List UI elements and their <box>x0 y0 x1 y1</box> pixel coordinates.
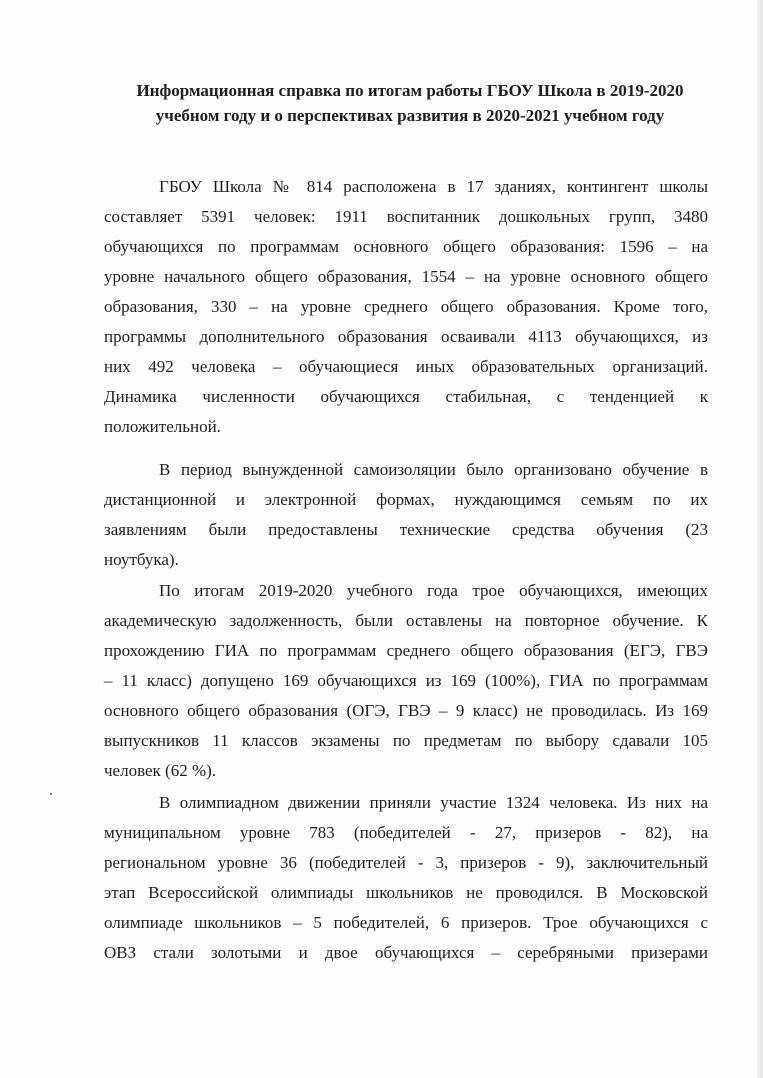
paragraph-line: прохождению ГИА по программам среднего общего образования (ЕГЭ, ГВЭ <box>104 641 708 660</box>
paragraph-line: олимпиаде школьников – 5 победителей, 6 призеров. Трое обучающихся с <box>104 913 708 932</box>
paragraph-line: человек (62 %). <box>104 761 217 780</box>
paragraph-line: этап Всероссийской олимпиады школьников не проводился. В Московской <box>104 883 708 902</box>
page-edge-shadow <box>757 0 763 1078</box>
paragraph-line: дистанционной и электронной формах, нуждающимся семьям по их <box>104 490 708 509</box>
paragraph-line: положительной. <box>104 417 221 436</box>
paragraph-line: муниципальном уровне 783 (победителей - 27, призеров - 82), на <box>104 823 708 842</box>
paragraph-line: ГБОУ Школа № 814 расположена в 17 зданиях, контингент школы <box>159 177 708 196</box>
document-title <box>100 78 720 128</box>
paragraph-line: региональном уровне 36 (победителей - 3, призеров - 9), заключительный <box>104 853 708 872</box>
paragraph-contingent <box>104 172 708 442</box>
scan-dust-speck <box>50 793 52 795</box>
paragraph-line: основного общего образования (ОГЭ, ГВЭ – 9 класс) не проводилась. Из 169 <box>104 701 708 720</box>
title-line-1: Информационная справка по итогам работы ГБОУ Школа в 2019-2020 <box>136 81 684 100</box>
paragraph-line: составляет 5391 человек: 1911 воспитанник дошкольных групп, 3480 <box>104 207 708 226</box>
paragraph-line: В олимпиадном движении приняли участие 1324 человека. Из них на <box>159 793 708 812</box>
title-line-2: учебном году и о перспективах развития в 2020-2021 учебном году <box>155 106 665 125</box>
paragraph-line: академическую задолженность, были оставлены на повторное обучение. К <box>104 611 708 630</box>
paragraph-line: – 11 класс) допущено 169 обучающихся из 169 (100%), ГИА по программам <box>104 671 708 690</box>
paragraph-olympiad <box>104 788 708 968</box>
paragraph-line: программы дополнительного образования осваивали 4113 обучающихся, из <box>104 327 708 346</box>
paragraph-line: выпускников 11 классов экзамены по предметам по выбору сдавали 105 <box>104 731 708 750</box>
paragraph-line: них 492 человека – обучающиеся иных образовательных организаций. <box>104 357 708 376</box>
paragraph-self-isolation <box>104 455 708 575</box>
paragraph-line: образования, 330 – на уровне среднего общего образования. Кроме того, <box>104 297 708 316</box>
paragraph-line: По итогам 2019-2020 учебного года трое обучающихся, имеющих <box>159 581 708 600</box>
paragraph-line: заявлениям были предоставлены технические средства обучения (23 <box>104 520 708 539</box>
paragraph-line: Динамика численности обучающихся стабильная, с тенденцией к <box>104 387 708 406</box>
paragraph-line: ОВЗ стали золотыми и двое обучающихся – серебряными призерами <box>104 943 708 962</box>
paragraph-line: ноутбука). <box>104 550 179 569</box>
paragraph-line: обучающихся по программам основного общего образования: 1596 – на <box>104 237 708 256</box>
paragraph-exam-results <box>104 576 708 786</box>
paragraph-line: уровне начального общего образования, 1554 – на уровне основного общего <box>104 267 708 286</box>
paragraph-line: В период вынужденной самоизоляции было организовано обучение в <box>159 460 708 479</box>
